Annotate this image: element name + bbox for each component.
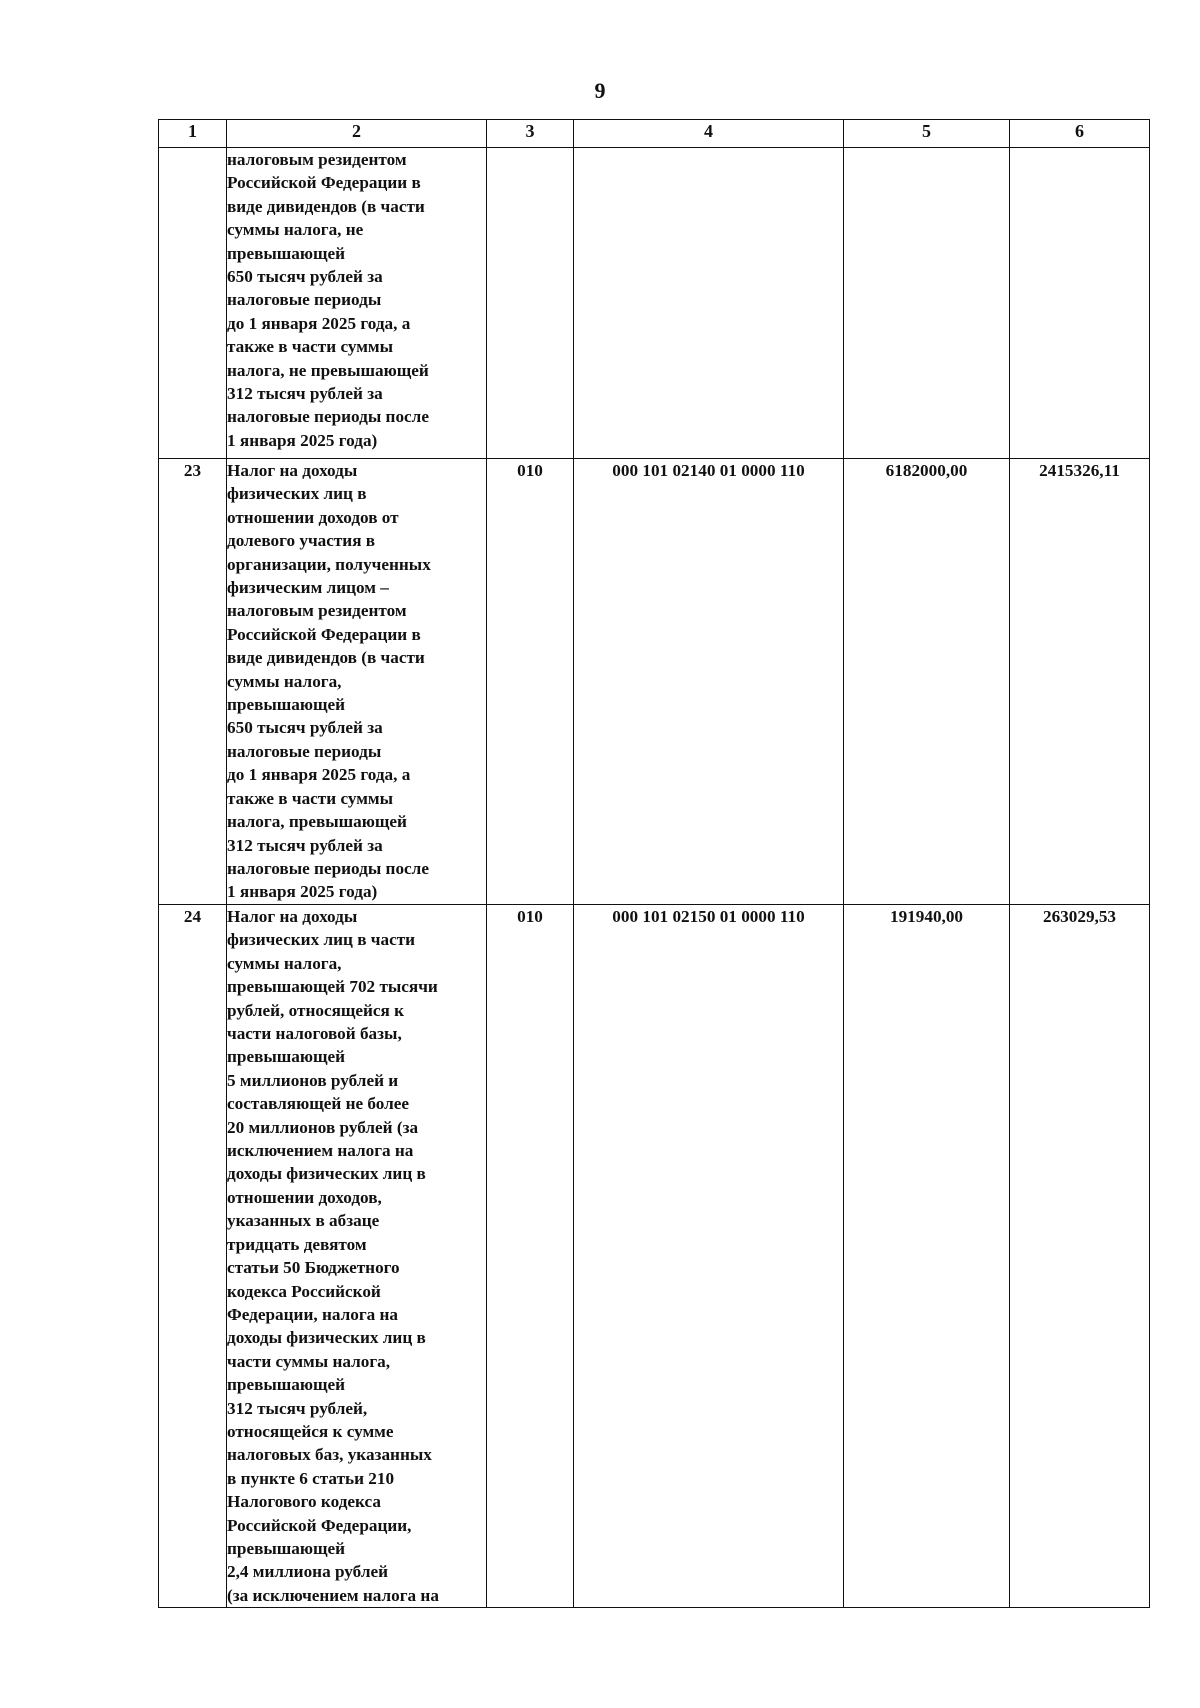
description-line: налоговым резидентом xyxy=(227,601,407,621)
description-line: виде дивидендов (в части xyxy=(227,196,425,216)
description-line: в пункте 6 статьи 210 xyxy=(227,1468,395,1488)
description-line: 650 тысяч рублей за xyxy=(227,267,383,287)
column-header-4: 4 xyxy=(574,120,844,148)
description-line: статьи 50 Бюджетного xyxy=(227,1258,400,1278)
description-line: доходы физических лиц в xyxy=(227,1164,426,1184)
description-line: 1 января 2025 года) xyxy=(227,882,378,902)
description-line: доходы физических лиц в xyxy=(227,1328,426,1348)
row-kbk: 000 101 02150 01 0000 110 xyxy=(574,905,844,1608)
row-code xyxy=(487,148,574,459)
description-line: суммы налога, xyxy=(227,671,342,691)
description-line: отношении доходов от xyxy=(227,507,399,527)
row-plan-amount: 6182000,00 xyxy=(844,459,1010,905)
description-line: физических лиц в части xyxy=(227,930,416,950)
row-number: 24 xyxy=(159,905,227,1608)
description-line: составляющей не более xyxy=(227,1094,410,1114)
row-number: 23 xyxy=(159,459,227,905)
description-line: рублей, относящейся к xyxy=(227,1000,405,1020)
description-line: тридцать девятом xyxy=(227,1234,367,1254)
description-line: Налог на доходы xyxy=(227,461,358,480)
budget-income-table xyxy=(158,119,1150,1608)
table-row xyxy=(159,459,1150,905)
description-line: налоговых баз, указанных xyxy=(227,1445,432,1465)
description-line: суммы налога, xyxy=(227,953,342,973)
description-line: 312 тысяч рублей, xyxy=(227,1398,368,1418)
description-line: 312 тысяч рублей за xyxy=(227,835,383,855)
description-line: указанных в абзаце xyxy=(227,1211,380,1231)
row-code: 010 xyxy=(487,905,574,1608)
description-line: налоговые периоды xyxy=(227,741,382,761)
description-line: 650 тысяч рублей за xyxy=(227,718,383,738)
description-line: Федерации, налога на xyxy=(227,1304,399,1324)
description-line: Налогового кодекса xyxy=(227,1492,381,1512)
description-line: налоговые периоды после xyxy=(227,407,429,427)
table-row xyxy=(159,148,1150,459)
description-line: Российской Федерации, xyxy=(227,1515,412,1535)
description-line: 20 миллионов рублей (за xyxy=(227,1117,419,1137)
column-header-5: 5 xyxy=(844,120,1010,148)
row-description xyxy=(227,459,487,905)
description-line: 312 тысяч рублей за xyxy=(227,384,383,404)
row-fact-amount: 2415326,11 xyxy=(1010,459,1150,905)
column-header-2: 2 xyxy=(227,120,487,148)
description-line: исключением налога на xyxy=(227,1141,414,1161)
description-line: также в части суммы xyxy=(227,337,394,357)
row-plan-amount: 191940,00 xyxy=(844,905,1010,1608)
row-description xyxy=(227,905,487,1608)
description-line: относящейся к сумме xyxy=(227,1421,394,1441)
table-row xyxy=(159,905,1150,1608)
column-number-header-row xyxy=(159,120,1150,148)
description-line: превышающей xyxy=(227,1538,346,1558)
column-header-1: 1 xyxy=(159,120,227,148)
description-line: части суммы налога, xyxy=(227,1351,391,1371)
description-line: 2,4 миллиона рублей xyxy=(227,1562,389,1582)
row-kbk: 000 101 02140 01 0000 110 xyxy=(574,459,844,905)
description-line: (за исключением налога на xyxy=(227,1585,439,1605)
row-fact-amount xyxy=(1010,148,1150,459)
row-kbk xyxy=(574,148,844,459)
description-line: кодекса Российской xyxy=(227,1281,381,1301)
description-line: налога, не превышающей xyxy=(227,360,429,380)
page-number: 9 xyxy=(594,78,606,103)
description-line: физических лиц в xyxy=(227,484,367,504)
description-line: долевого участия в xyxy=(227,531,376,551)
description-line: до 1 января 2025 года, а xyxy=(227,765,411,785)
description-line: суммы налога, не xyxy=(227,220,364,240)
description-line: налога, превышающей xyxy=(227,812,407,832)
column-header-6: 6 xyxy=(1010,120,1150,148)
description-line: 5 миллионов рублей и xyxy=(227,1070,399,1090)
row-description xyxy=(227,148,487,459)
description-line: превышающей xyxy=(227,1047,346,1067)
description-line: Налог на доходы xyxy=(227,907,358,926)
description-line: до 1 января 2025 года, а xyxy=(227,313,411,333)
description-line: организации, полученных xyxy=(227,554,431,574)
description-line: отношении доходов, xyxy=(227,1187,382,1207)
description-line: превышающей xyxy=(227,1375,346,1395)
row-code: 010 xyxy=(487,459,574,905)
row-fact-amount: 263029,53 xyxy=(1010,905,1150,1608)
description-line: физическим лицом – xyxy=(227,578,389,598)
description-line: Российской Федерации в xyxy=(227,624,421,644)
column-header-3: 3 xyxy=(487,120,574,148)
description-line: 1 января 2025 года) xyxy=(227,430,378,450)
description-line: части налоговой базы, xyxy=(227,1024,402,1044)
row-plan-amount xyxy=(844,148,1010,459)
description-line: виде дивидендов (в части xyxy=(227,648,425,668)
description-line: Российской Федерации в xyxy=(227,173,421,193)
description-line: превышающей xyxy=(227,243,346,263)
description-line: превышающей 702 тысячи xyxy=(227,977,438,997)
description-line: налоговым резидентом xyxy=(227,150,407,169)
description-line: также в части суммы xyxy=(227,788,394,808)
description-line: налоговые периоды xyxy=(227,290,382,310)
description-line: налоговые периоды после xyxy=(227,858,429,878)
row-number xyxy=(159,148,227,459)
description-line: превышающей xyxy=(227,695,346,715)
